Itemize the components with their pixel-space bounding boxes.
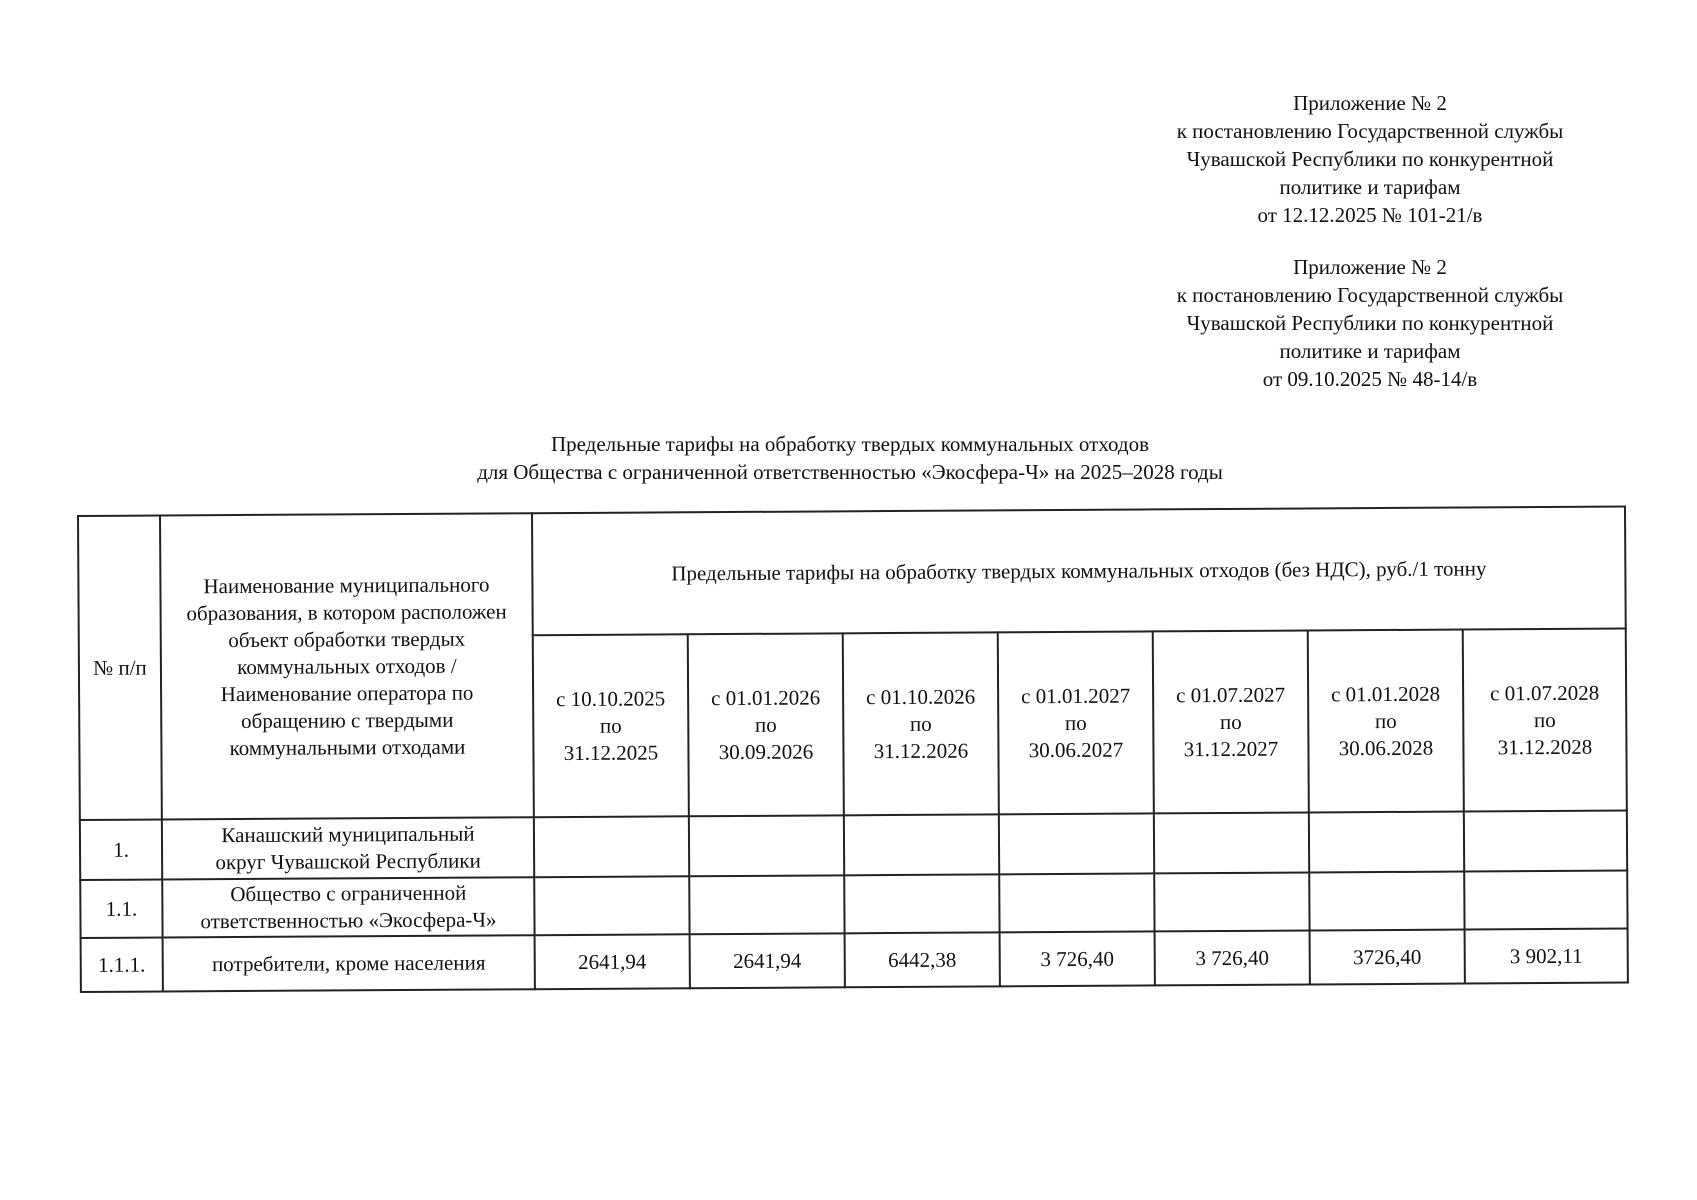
appendix-line: к постановлению Государственной службы (1176, 119, 1564, 143)
tariff-table (77, 506, 1629, 993)
tariff-value (844, 814, 999, 875)
appendix-block-first (1130, 89, 1610, 229)
tariff-value (534, 816, 689, 877)
tariff-value (844, 874, 999, 933)
tariff-value (1154, 812, 1309, 873)
row-name: Канашский муниципальный округ Чувашской Республики (162, 817, 534, 879)
row-number: 1.1.1. (81, 937, 163, 991)
period-header: с 01.01.2027 по 30.06.2027 (998, 631, 1154, 814)
period-header: с 01.07.2027 по 31.12.2027 (1153, 630, 1309, 813)
appendix-line: Чувашской Республики по конкурентной (1186, 311, 1554, 335)
tariff-value: 2641,94 (535, 934, 690, 989)
appendix-line: Чувашской Республики по конкурентной (1186, 147, 1554, 171)
appendix-line: от 12.12.2025 № 101-21/в (1257, 203, 1483, 227)
tariff-value (999, 813, 1154, 874)
title-line-1: Предельные тарифы на обработку твердых коммунальных отходов (550, 432, 1150, 456)
table-row (81, 929, 1628, 992)
period-header: с 10.10.2025 по 31.12.2025 (533, 634, 689, 817)
document-title (330, 430, 1370, 486)
period-header: с 01.01.2026 по 30.09.2026 (688, 633, 844, 816)
tariff-value (999, 873, 1154, 932)
table-row (80, 811, 1627, 880)
period-header: с 01.07.2028 по 31.12.2028 (1463, 629, 1627, 812)
tariff-value (1309, 812, 1464, 873)
tariff-value (534, 876, 689, 935)
appendix-line: Приложение № 2 (1293, 91, 1447, 115)
tariff-value: 3726,40 (1310, 930, 1465, 985)
appendix-line: политике и тарифам (1279, 339, 1461, 363)
tariff-value (1464, 871, 1627, 930)
table-header-row (78, 507, 1626, 638)
tariff-value: 6442,38 (845, 932, 1000, 987)
col-header-name: Наименование муниципального образования, в котором расположен объект обработки твердых коммунальных отходов / Наименование оператора по обращению с твердыми коммунальными отходами (160, 513, 534, 819)
appendix-line: политике и тарифам (1279, 175, 1461, 199)
col-header-tariff-group: Предельные тарифы на обработку твердых коммунальных отходов (без НДС), руб./1 тонну (532, 507, 1626, 636)
row-name: Общество с ограниченной ответственностью «Экосфера-Ч» (162, 877, 534, 937)
tariff-value: 2641,94 (690, 933, 845, 988)
row-number: 1.1. (80, 879, 162, 937)
col-header-number: № п/п (78, 515, 162, 819)
appendix-line: от 09.10.2025 № 48-14/в (1262, 367, 1478, 391)
tariff-value: 3 726,40 (1155, 930, 1310, 985)
title-line-2: для Общества с ограниченной ответственностью «Экосфера-Ч» на 2025–2028 годы (477, 460, 1223, 484)
tariff-value (689, 815, 844, 876)
appendix-line: к постановлению Государственной службы (1176, 283, 1564, 307)
period-header: с 01.01.2028 по 30.06.2028 (1308, 630, 1464, 813)
tariff-value (689, 875, 844, 934)
tariff-value: 3 726,40 (1000, 931, 1155, 986)
row-number: 1. (80, 819, 162, 879)
tariff-value (1309, 872, 1464, 931)
table-row (80, 871, 1627, 938)
appendix-block-second (1130, 253, 1610, 393)
tariff-value (1464, 811, 1627, 872)
tariff-value (1154, 872, 1309, 931)
tariff-value: 3 902,11 (1465, 929, 1628, 984)
appendix-line: Приложение № 2 (1293, 255, 1447, 279)
period-header: с 01.10.2026 по 31.12.2026 (843, 632, 999, 815)
row-name: потребители, кроме населения (163, 935, 535, 991)
